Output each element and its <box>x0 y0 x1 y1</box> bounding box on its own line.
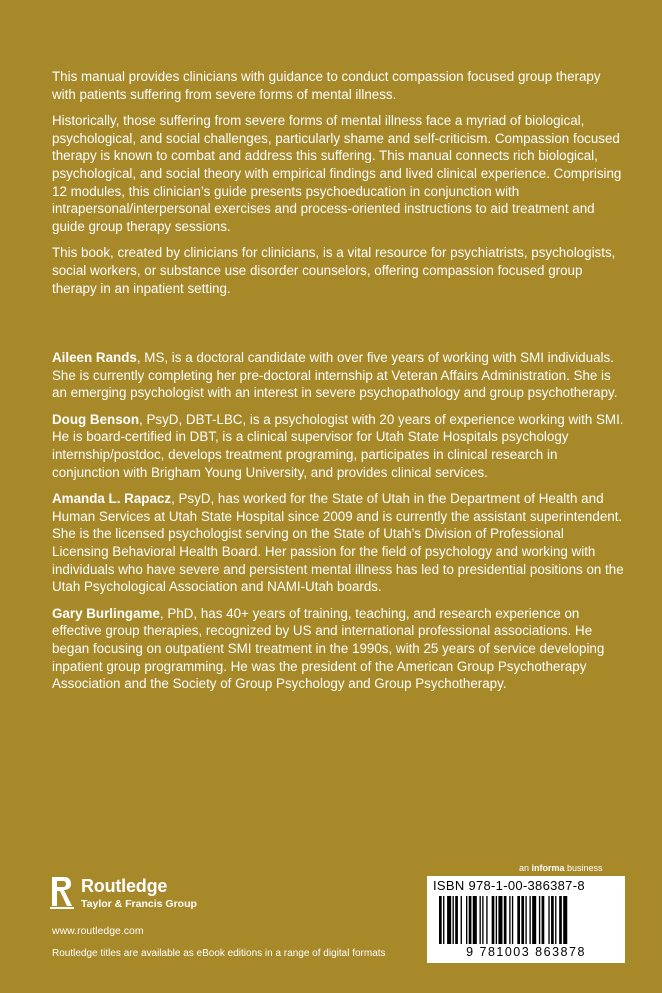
author-bio <box>52 490 624 596</box>
description-paragraph-1: This manual provides clinicians with guidance to conduct compassion focused group therapy with patients suffering from severe forms of mental illness. <box>52 69 601 102</box>
publisher-logo <box>50 874 250 914</box>
barcode-digits: 9 781003 863878 <box>466 945 586 959</box>
description-paragraph-3: This book, created by clinicians for clinicians, is a vital resource for psychiatrists, psychologists, social workers, or substance use disorder counselors, offering compassion focused group therapy in an inpatient setting. <box>52 245 616 296</box>
publisher-group: Taylor & Francis Group <box>81 898 197 910</box>
publisher-url: www.routledge.com <box>52 925 144 937</box>
author-bio <box>52 349 624 402</box>
book-description <box>52 68 624 306</box>
barcode-bars <box>437 896 615 946</box>
informa-suffix: business <box>564 863 603 873</box>
description-paragraph-2: Historically, those suffering from severe forms of mental illness face a myriad of biological, psychological, and social challenges, particularly shame and self-criticism. Compassion focused therapy is known to combat and address this suffering. This manual connects rich biological, psychological, and social theory with empirical findings and lived clinical experience. Comprising 12 modules, this clinician’s guide presents psychoeducation in conjunction with intrapersonal/interpersonal exercises and process-oriented instructions to aid treatment and guide group therapy sessions. <box>52 113 622 234</box>
author-name: Gary Burlingame <box>52 605 160 621</box>
routledge-r-icon <box>50 874 74 910</box>
informa-prefix: an <box>519 863 532 873</box>
author-bios <box>52 349 624 702</box>
ebook-note: Routledge titles are available as eBook editions in a range of digital formats <box>52 948 386 959</box>
informa-brand: informa <box>531 863 565 873</box>
author-bio-text: , PhD, has 40+ years of training, teaching, and research experience on effective group therapies, recognized by US and international professional associations. He began focusing on outpatient SMI treatment in the 1990s, with 25 years of service developing inpatient group programming. He was the president of the American Group Psychotherapy Association and the Society of Group Psychology and Group Psychotherapy. <box>52 605 605 692</box>
author-bio-text: , PsyD, DBT-LBC, is a psychologist with 20 years of experience working with SMI. He is board-certified in DBT, is a clinical supervisor for Utah State Hospitals psychology internship/postdoc, develops treatment programing, participates in clinical research in conjunction with Brigham Young University, and provides clinical services. <box>52 411 624 480</box>
author-bio-text: , MS, is a doctoral candidate with over five years of working with SMI individuals. She is currently completing her pre-doctoral internship at Veteran Affairs Administration. She is an emerging psychologist with an interest in severe psychopathology and group psychotherapy. <box>52 350 618 401</box>
author-bio-text: , PsyD, has worked for the State of Utah in the Department of Health and Human Services at Utah State Hospital since 2009 and is currently the assistant superintendent. She is the licensed psychologist serving on the State of Utah’s Division of Professional Licensing Behavioral Health Board. Her passion for the field of psychology and working with individuals who have severe and persistent mental illness has led to presidential positions on the Utah Psychological Association and NAMI-Utah boards. <box>52 491 624 595</box>
isbn-label: ISBN 978-1-00-386387-8 <box>433 878 585 893</box>
author-name: Doug Benson <box>52 411 140 427</box>
author-bio <box>52 411 624 481</box>
publisher-name: Routledge <box>81 876 168 896</box>
author-name: Aileen Rands <box>52 350 137 365</box>
author-name: Amanda L. Rapacz <box>52 491 172 507</box>
informa-business-tag <box>519 863 603 873</box>
isbn-barcode <box>427 876 625 963</box>
author-bio <box>52 605 624 693</box>
